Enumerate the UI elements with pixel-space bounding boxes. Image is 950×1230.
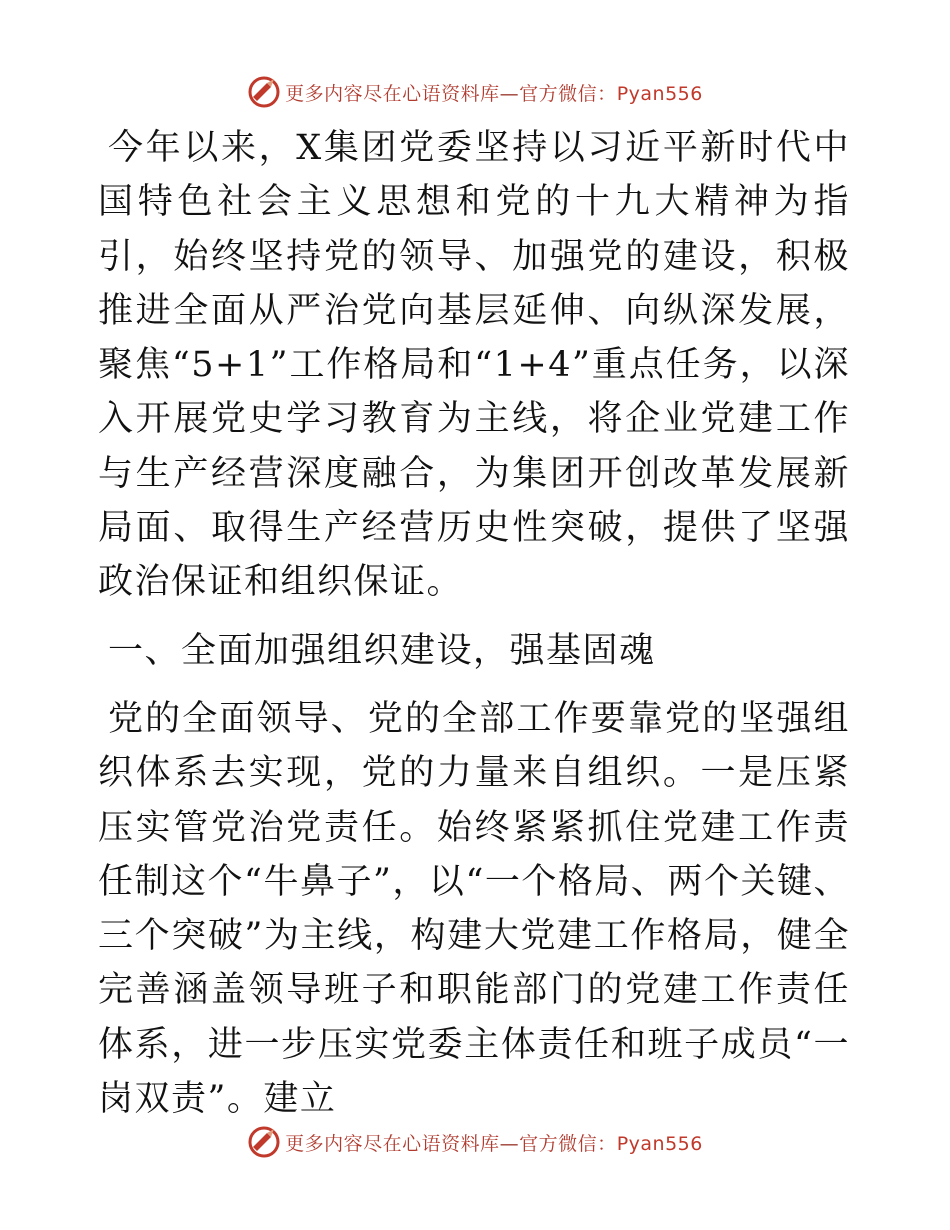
brand-logo-icon [247,1125,281,1159]
brand-logo-icon [247,75,281,109]
footer-watermark [0,1122,950,1162]
section-heading: 一、全面加强组织建设，强基固魂 [108,630,656,671]
document-body [98,121,850,1126]
watermark-wechat-label: 官方微信： [519,1132,617,1155]
paragraph-intro: 今年以来，X集团党委坚持以习近平新时代中国特色社会主义思想和党的十九大精神为指引，始终坚持党的领导、加强党的建设，积极推进全面从严治党向基层延伸、向纵深发展，聚焦“5+1”工作格局和“1+4”重点任务，以深入开展党史学习教育为主线，将企业党建工作与生产经营深度融合，为集团开创改革发展新局面、取得生产经营历史性突破，提供了坚强政治保证和组织保证。 [98,128,850,603]
watermark-wechat-label: 官方微信： [519,82,617,105]
watermark-site-text: 更多内容尽在心语资料库 [285,1132,500,1155]
paragraph-organization: 党的全面领导、党的全部工作要靠党的坚强组织体系去实现，党的力量来自组织。一是压紧压实管党治党责任。始终紧紧抓住党建工作责任制这个“牛鼻子”，以“一个格局、两个关键、三个突破”为主线，构建大党建工作格局，健全完善涵盖领导班子和职能部门的党建工作责任体系，进一步压实党委主体责任和班子成员“一岗双责”。建立 [98,698,850,1120]
watermark-separator: — [499,1132,520,1155]
watermark-separator: — [499,82,520,105]
watermark-wechat-id: Pyan556 [616,82,703,105]
watermark-site-text: 更多内容尽在心语资料库 [285,82,500,105]
header-watermark [0,72,950,112]
watermark-wechat-id: Pyan556 [616,1132,703,1155]
